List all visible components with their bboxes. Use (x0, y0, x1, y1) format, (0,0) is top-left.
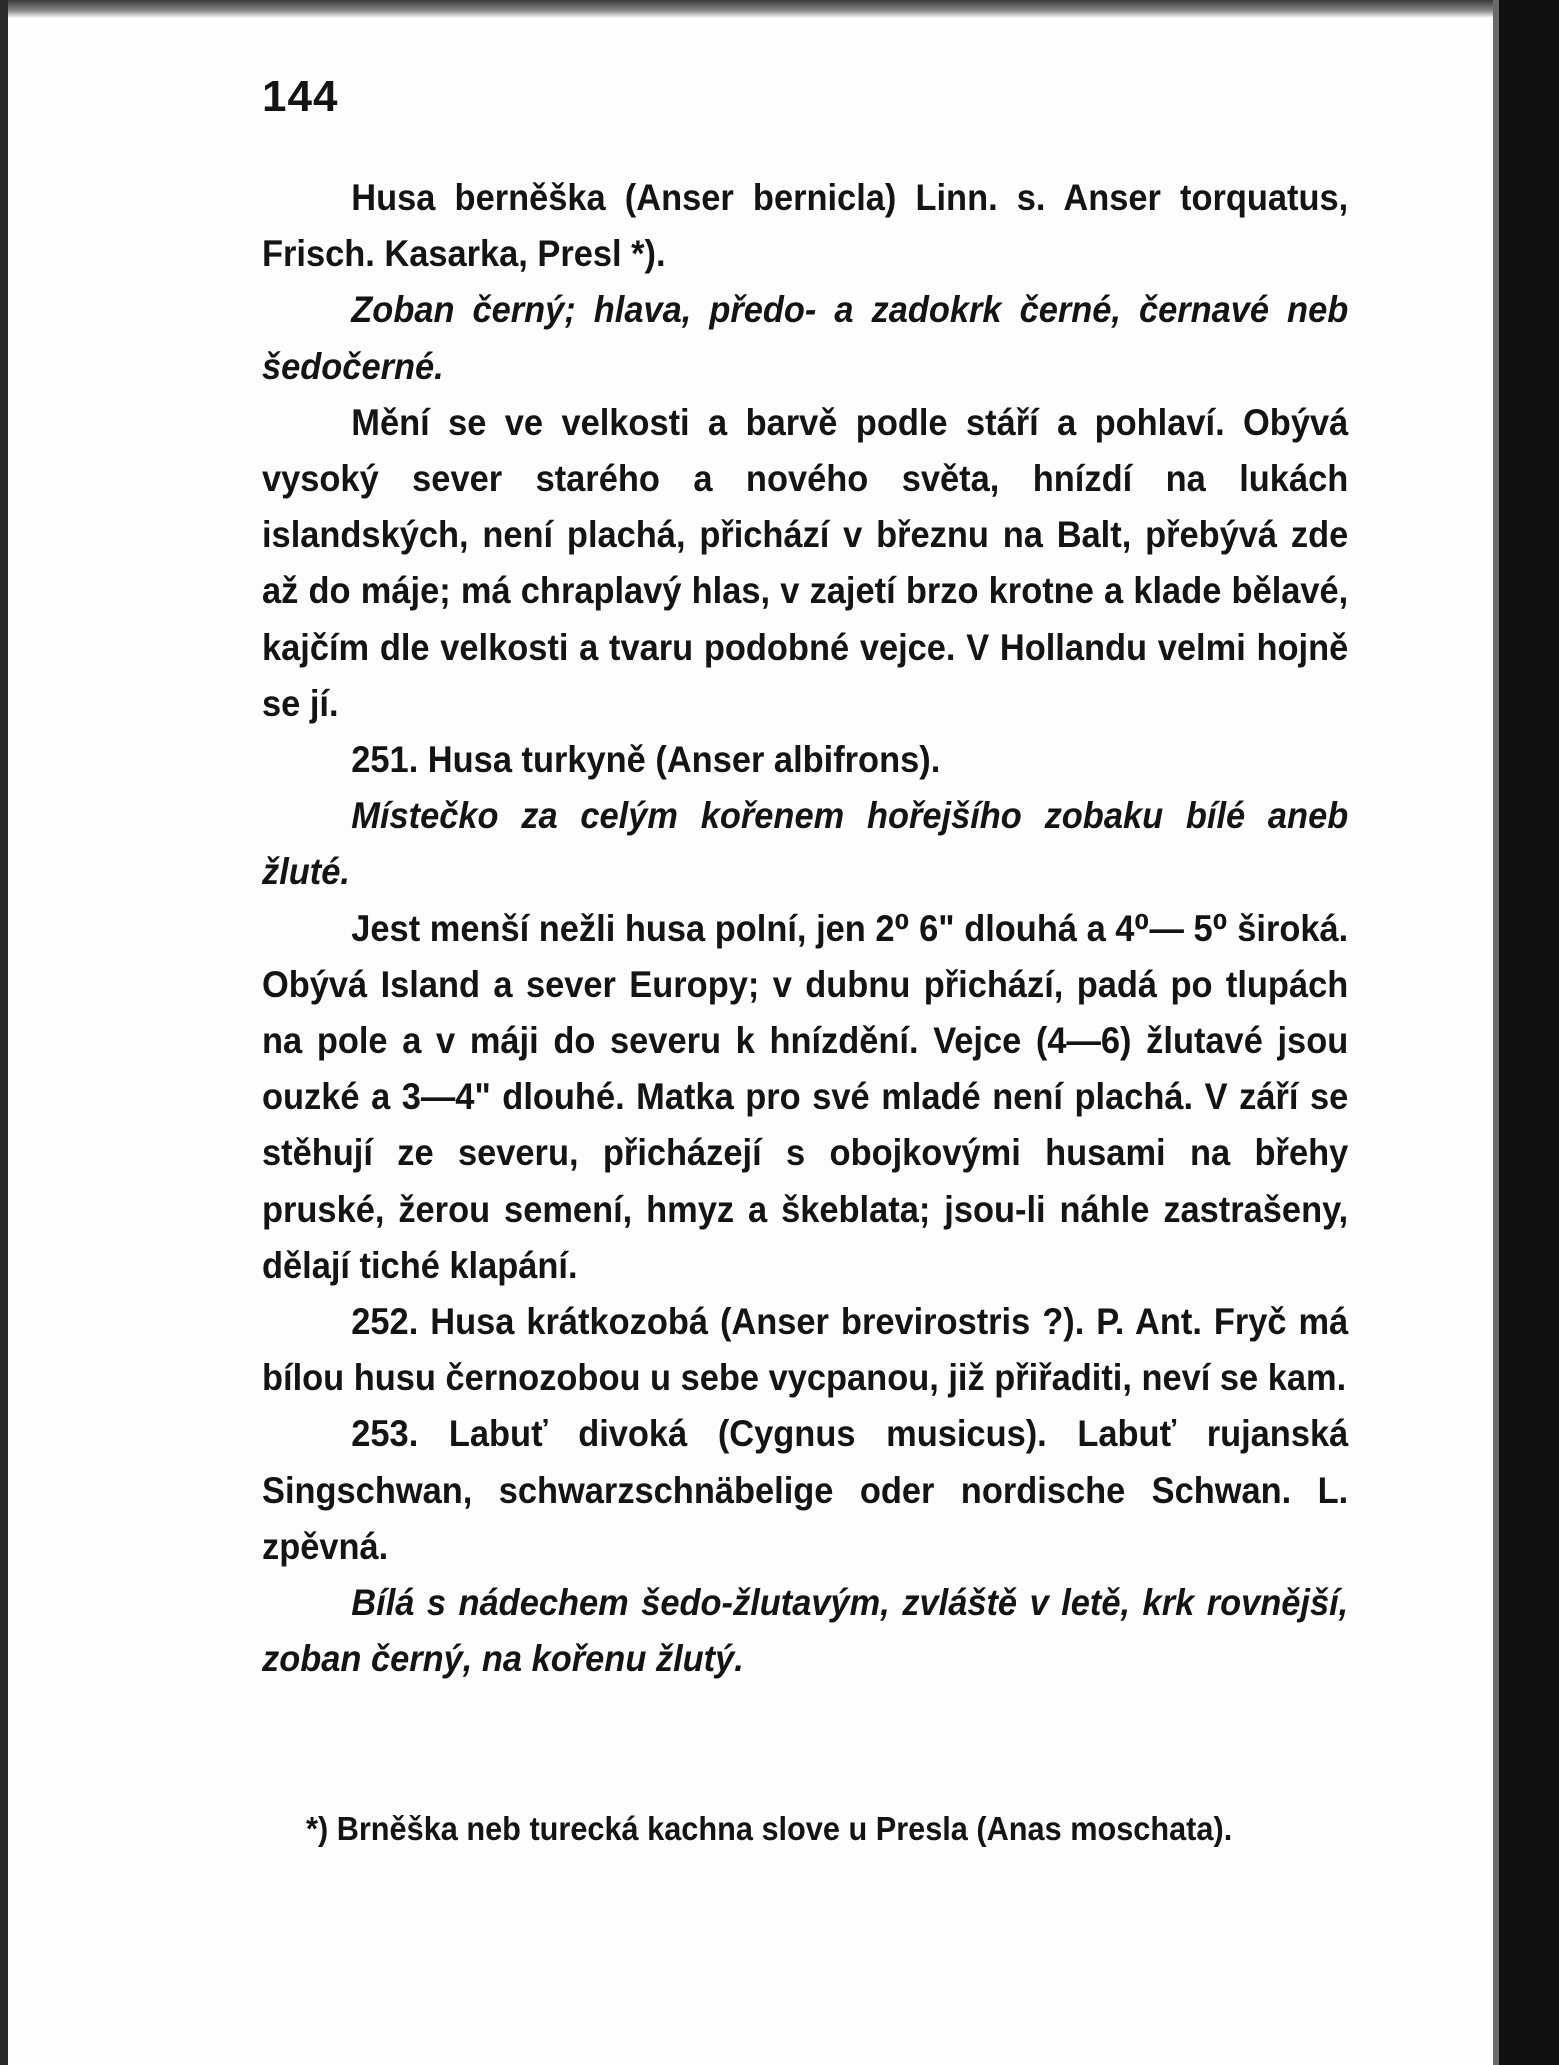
body-text (262, 170, 1348, 1687)
paragraph-husa-turkyne: 251. Husa turkyně (Anser albifrons). (351, 739, 941, 781)
paragraph-labut-divoka: 253. Labuť divoká (Cygnus musicus). Labuť rujanská Singschwan, schwarzschnäbelige oder nordische Schwan. L. zpěvná. (262, 1413, 1349, 1567)
paragraph-husa-turkyne-habitat: Jest menší nežli husa polní, jen 2⁰ 6" dlouhá a 4⁰— 5⁰ široká. Obývá Island a sever Europy; v dubnu přichází, padá po tlupách na pole a v máji do severu k hnízdění. Vejce (4—6) žlutavé jsou ouzké a 3—4" dlouhé. Matka pro své mladé není plachá. V září se stěhují ze severu, přicházejí s obojkovými husami na břehy pruské, žerou semení, hmyz a škeblata; jsou-li náhle zastrašeny, dělají tiché klapání. (262, 907, 1349, 1286)
footnote (306, 1805, 1376, 1853)
scan-edge-right (1499, 0, 1559, 2065)
scan-edge-left (0, 0, 8, 2065)
footnote-marker: *) (306, 1810, 329, 1847)
paragraph-husa-turkyne-description: Místečko za celým kořenem hořejšího zobaku bílé aneb žluté. (262, 795, 1349, 893)
paragraph-husa-berneska-description: Zoban černý; hlava, předo- a zadokrk černé, černavé neb šedočerné. (262, 289, 1349, 387)
paragraph-labut-divoka-description: Bílá s nádechem šedo-žlutavým, zvláště v letě, krk rovnější, zoban černý, na kořenu žlutý. (262, 1582, 1349, 1680)
paragraph-husa-kratkozoba: 252. Husa krátkozobá (Anser brevirostris ?). P. Ant. Fryč má bílou husu černozobou u sebe vycpanou, již přiřaditi, neví se kam. (262, 1301, 1349, 1399)
paragraph-husa-berneska-habitat: Mění se ve velkosti a barvě podle stáří a pohlaví. Obývá vysoký sever starého a nového světa, hnízdí na lukách islandských, není plachá, přichází v březnu na Balt, přebývá zde až do máje; má chraplavý hlas, v zajetí brzo krotne a klade bělavé, kajčím dle velkosti a tvaru podobné vejce. V Hollandu velmi hojně se jí. (262, 401, 1349, 724)
page-number: 144 (262, 72, 339, 121)
scan-edge-top (0, 0, 1559, 18)
paragraph-husa-berneska: Husa berněška (Anser bernicla) Linn. s. Anser torquatus, Frisch. Kasarka, Presl *). (262, 177, 1349, 275)
footnote-text: Brněška neb turecká kachna slove u Presla (Anas moschata). (336, 1810, 1233, 1847)
